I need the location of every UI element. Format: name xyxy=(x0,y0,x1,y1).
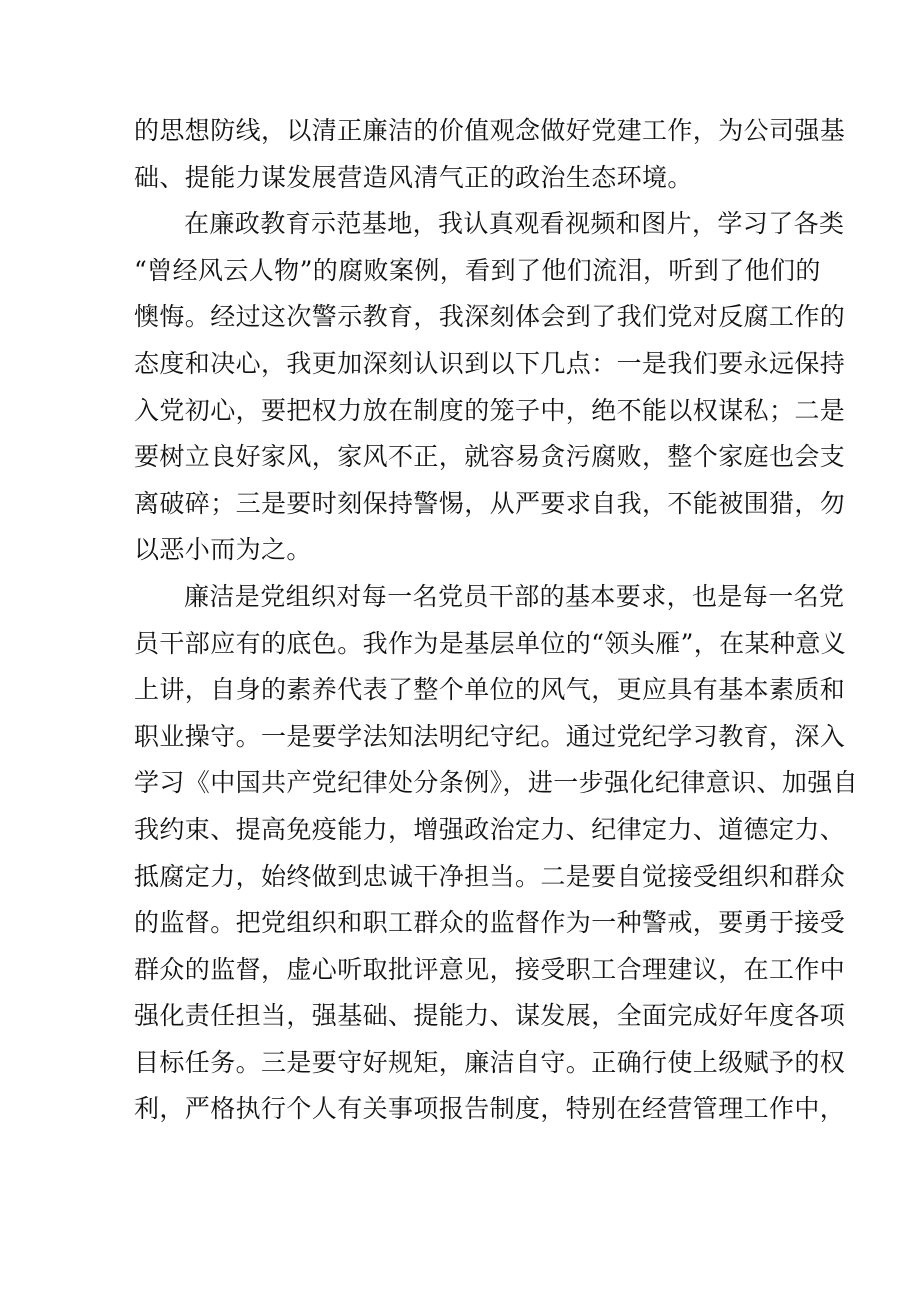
paragraph-3-line-4: 职业操守。一是要学法知法明纪守纪。通过党纪学习教育，深入 xyxy=(134,721,846,751)
paragraph-2-line-3: 懊悔。经过这次警示教育，我深刻体会到了我们党对反腐工作的 xyxy=(134,302,846,332)
paragraph-2-line-5: 入党初心，要把权力放在制度的笼子中，绝不能以权谋私；二是 xyxy=(134,395,846,425)
paragraph-3-line-2: 员干部应有的底色。我作为是基层单位的“领头雁”，在某种意义 xyxy=(134,628,847,658)
paragraph-3-line-7: 抵腐定力，始终做到忠诚干净担当。二是要自觉接受组织和群众 xyxy=(134,861,846,891)
paragraph-3-line-1: 廉洁是党组织对每一名党员干部的基本要求，也是每一名党 xyxy=(184,581,845,611)
paragraph-3-line-11: 目标任务。三是要守好规矩，廉洁自守。正确行使上级赋予的权 xyxy=(134,1047,846,1077)
paragraph-2-line-1: 在廉政教育示范基地，我认真观看视频和图片，学习了各类 xyxy=(184,209,845,239)
body-text xyxy=(134,108,859,1133)
paragraph-2-line-6: 要树立良好家风，家风不正，就容易贪污腐败，整个家庭也会支 xyxy=(134,442,846,472)
paragraph-3-line-9: 群众的监督，虚心听取批评意见，接受职工合理建议，在工作中 xyxy=(134,954,846,984)
paragraph-3-line-8: 的监督。把党组织和职工群众的监督作为一种警戒，要勇于接受 xyxy=(134,908,846,938)
paragraph-3-line-10: 强化责任担当，强基础、提能力、谋发展，全面完成好年度各项 xyxy=(134,1001,846,1031)
paragraph-3-line-6: 我约束、提高免疫能力，增强政治定力、纪律定力、道德定力、 xyxy=(134,814,846,844)
paragraph-3-line-12: 利，严格执行个人有关事项报告制度，特别在经营管理工作中， xyxy=(134,1094,846,1124)
paragraph-1-line-2: 础、提能力谋发展营造风清气正的政治生态环境。 xyxy=(134,162,693,192)
paragraph-2-line-2: “曾经风云人物”的腐败案例，看到了他们流泪，听到了他们的 xyxy=(134,255,821,285)
paragraph-1-line-1: 的思想防线，以清正廉洁的价值观念做好党建工作，为公司强基 xyxy=(134,116,846,145)
paragraph-2-line-7: 离破碎；三是要时刻保持警惕，从严要求自我，不能被围猎，勿 xyxy=(134,488,846,518)
paragraph-3-line-5: 学习《中国共产党纪律处分条例》，进一步强化纪律意识、加强自 xyxy=(134,768,859,798)
paragraph-3-line-3: 上讲，自身的素养代表了整个单位的风气，更应具有基本素质和 xyxy=(134,675,846,705)
paragraph-2-line-4: 态度和决心，我更加深刻认识到以下几点：一是我们要永远保持 xyxy=(134,348,846,378)
paragraph-2-line-8: 以恶小而为之。 xyxy=(134,535,312,565)
